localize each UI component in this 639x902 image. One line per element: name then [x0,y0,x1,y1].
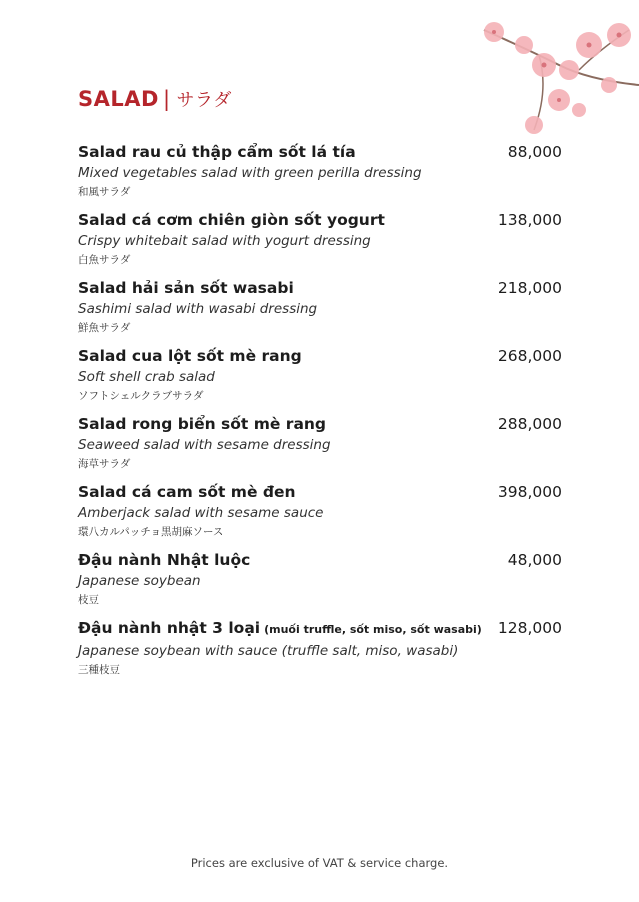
item-japanese: 白魚サラダ [78,254,131,266]
item-name-text: Salad hải sản sốt wasabi [78,279,294,297]
item-name-text: Salad rong biển sốt mè rang [78,415,327,433]
item-price: 88,000 [507,143,562,161]
item-name [78,210,562,230]
item-english: Soft shell crab salad [78,369,215,385]
item-japanese: 三種枝豆 [78,664,120,676]
item-name [78,414,562,434]
menu-item [78,278,562,346]
item-english: Seaweed salad with sesame dressing [78,437,331,453]
item-name-text: Salad cá cơm chiên giòn sốt yogurt [78,211,385,229]
menu-item [78,414,562,482]
item-name [78,482,562,502]
section-title [78,86,232,112]
menu-items [78,142,562,686]
item-price: 128,000 [497,619,562,637]
item-name [78,346,562,366]
item-price: 48,000 [507,551,562,569]
item-name [78,142,562,162]
item-name [78,618,562,640]
menu-item [78,550,562,618]
item-english: Sashimi salad with wasabi dressing [78,301,318,317]
item-japanese: 鮮魚サラダ [78,322,131,334]
cherry-blossom-decoration [479,10,639,140]
item-english: Japanese soybean [78,573,201,589]
item-name-text: Salad cá cam sốt mè đen [78,483,296,501]
item-name [78,278,562,298]
item-english: Crispy whitebait salad with yogurt dressing [78,233,371,249]
item-price: 268,000 [497,347,562,365]
item-name-text: Salad rau củ thập cẩm sốt lá tía [78,143,356,161]
section-title-jp: サラダ [176,90,232,111]
item-price: 138,000 [497,211,562,229]
item-name-text: Đậu nành nhật 3 loại [78,619,261,637]
item-japanese: 環八カルパッチョ黒胡麻ソース [78,526,224,538]
item-price: 398,000 [497,483,562,501]
item-name [78,550,562,570]
item-japanese: 枝豆 [78,594,99,606]
item-english: Japanese soybean with sauce (truffle salt, miso, wasabi) [78,643,459,659]
item-english: Mixed vegetables salad with green perilla dressing [78,165,422,181]
item-japanese: ソフトシェルクラブサラダ [78,390,204,402]
footer-note: Prices are exclusive of VAT & service charge. [190,856,449,870]
item-japanese: 和風サラダ [78,186,131,198]
menu-item [78,142,562,210]
menu-item [78,482,562,550]
item-english: Amberjack salad with sesame sauce [78,505,324,521]
menu-item [78,618,562,686]
item-japanese: 海草サラダ [78,458,131,470]
item-note: (muối truffle, sốt miso, sốt wasabi) [264,623,482,636]
title-separator: | [162,87,171,111]
menu-item [78,346,562,414]
menu-item [78,210,562,278]
item-price: 218,000 [497,279,562,297]
section-title-vi: SALAD [78,87,159,111]
item-name-text: Đậu nành Nhật luộc [78,551,251,569]
item-name-text: Salad cua lột sốt mè rang [78,347,302,365]
item-price: 288,000 [497,415,562,433]
